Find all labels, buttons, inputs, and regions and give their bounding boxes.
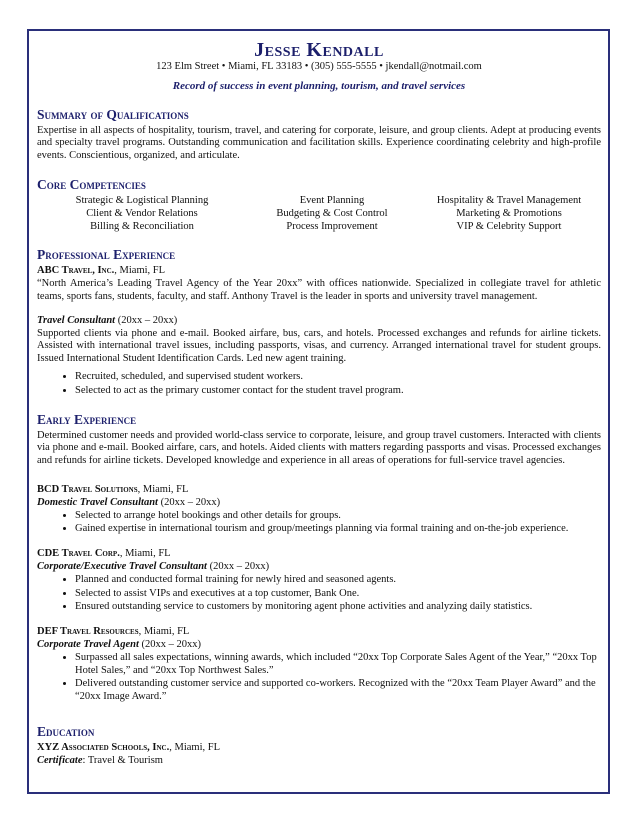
role-description: Supported clients via phone and e-mail. Booked airfare, bus, cars, and hotels. Processed exchanges and refunds for airline tickets. Assisted with international travel issues, including passports, visas, and currency. Arranged international travel for student groups. Issued International Student Identification Cards. Led new agent training. (37, 327, 601, 365)
company-location: , Miami, FL (137, 483, 189, 495)
role-title: Corporate/Executive Travel Consultant (37, 560, 207, 572)
credential: : Travel & Tourism (82, 754, 163, 766)
bullet-item: • Planned and conducted formal training for newly hired and seasoned agents. (75, 574, 601, 587)
competency: Budgeting & Cost Control (276, 207, 388, 219)
school-location: , Miami, FL (169, 741, 220, 753)
candidate-name: Jesse Kendall (254, 39, 384, 61)
bullet-item: • Gained expertise in international tourism and group/meetings planning via formal training and on-the-job experience. (75, 523, 601, 536)
education-heading: Education (37, 723, 95, 739)
company-location: , Miami, FL (119, 548, 171, 560)
role-line (37, 561, 601, 574)
role-title: Domestic Travel Consultant (37, 496, 158, 508)
bullet-item: • Ensured outstanding service to customers by monitoring agent phone activities and analyzing daily statistics. (75, 601, 601, 614)
company-name: CDE Travel Corp. (37, 548, 120, 560)
company-line (37, 265, 601, 278)
role-title: Corporate Travel Agent (37, 638, 139, 650)
summary-heading: Summary of Qualifications (37, 106, 189, 122)
company-line (37, 484, 601, 497)
bullet-item: • Surpassed all sales expectations, winning awards, which included “20xx Top Corporate Sales Agent of the Year,” “20xx Top Hotel Sales,” and “20xx Top Northwest Sales.” (75, 652, 601, 678)
role-line (37, 315, 601, 328)
resume (37, 38, 601, 767)
competency: Billing & Reconciliation (90, 220, 194, 232)
bullet-item: • Selected to act as the primary customer contact for the student travel program. (75, 385, 601, 398)
company-name: ABC Travel, Inc. (37, 265, 115, 277)
summary-text: Expertise in all aspects of hospitality, tourism, travel, and catering for corporate, leisure, and group clients. Adept at producing events and specialty travel programs. Outstanding communication and facilitation skills. Experience coordinating celebrity and high-profile events. Conscientious, organized, and articulate. (37, 124, 601, 162)
company-line (37, 626, 601, 639)
credential-label: Certificate (37, 754, 83, 766)
school-name: XYZ Associated Schools, Inc. (37, 741, 170, 753)
company-description: “North America’s Leading Travel Agency of the Year 20xx” with offices nationwide. Specialized in collegiate travel for athletic teams, sports fans, students, faculty, and staff. Anthony Travel is the leader in sports and university travel management. (37, 278, 601, 302)
competency: Event Planning (299, 194, 365, 206)
bullet-item: • Selected to arrange hotel bookings and other details for groups. (75, 510, 601, 523)
contact-info: 123 Elm Street • Miami, FL 33183 • (305) 555-5555 • jkendall@notmail.com (156, 61, 482, 72)
competency: Strategic & Logistical Planning (75, 194, 209, 206)
bullet-item: • Selected to assist VIPs and executives at a top customer, Bank One. (75, 588, 601, 601)
competencies-grid (37, 195, 601, 233)
role-dates: (20xx – 20xx) (138, 638, 202, 650)
competencies-heading: Core Competencies (37, 176, 146, 192)
tagline: Record of success in event planning, tourism, and travel services (172, 79, 466, 92)
role-dates: (20xx – 20xx) (206, 560, 270, 572)
company-line (37, 548, 601, 561)
company-name: BCD Travel Solutions (37, 483, 138, 495)
competency: Client & Vendor Relations (86, 207, 198, 219)
role-title: Travel Consultant (37, 314, 116, 326)
company-location: , Miami, FL (138, 626, 190, 638)
company-location: , Miami, FL (114, 265, 166, 277)
bullet-list (37, 652, 601, 704)
competency: Hospitality & Travel Management (436, 194, 582, 206)
competency: Process Improvement (286, 220, 378, 232)
bullet-list (37, 371, 601, 398)
bullet-list (37, 574, 601, 614)
early-heading: Early Experience (37, 411, 137, 427)
company-name: DEF Travel Resources (37, 626, 139, 638)
early-text: Determined customer needs and provided world-class service to corporate, leisure, and group travel customers. Interacted with clients via phone and e-mail. Booked airfare, cars, and hotels. Aided clients with matters regarding passports and visas. Processed exchanges and refunds for airline tickets. Developed knowledge and experience in all areas of operations for full-service travel agencies. (37, 429, 601, 467)
competency: Marketing & Promotions (456, 207, 562, 219)
role-line (37, 497, 601, 510)
competency: VIP & Celebrity Support (456, 220, 562, 232)
bullet-item: • Recruited, scheduled, and supervised student workers. (75, 371, 601, 384)
role-line (37, 639, 601, 652)
bullet-list (37, 510, 601, 537)
role-dates: (20xx – 20xx) (115, 314, 178, 326)
bullet-item: • Delivered outstanding customer service and supported co-workers. Recognized with the “20xx Team Player Award” and the “20xx Image Award.” (75, 678, 601, 704)
credential-line (37, 755, 601, 768)
professional-heading: Professional Experience (37, 247, 176, 263)
school-line (37, 742, 601, 755)
role-dates: (20xx – 20xx) (157, 496, 221, 508)
